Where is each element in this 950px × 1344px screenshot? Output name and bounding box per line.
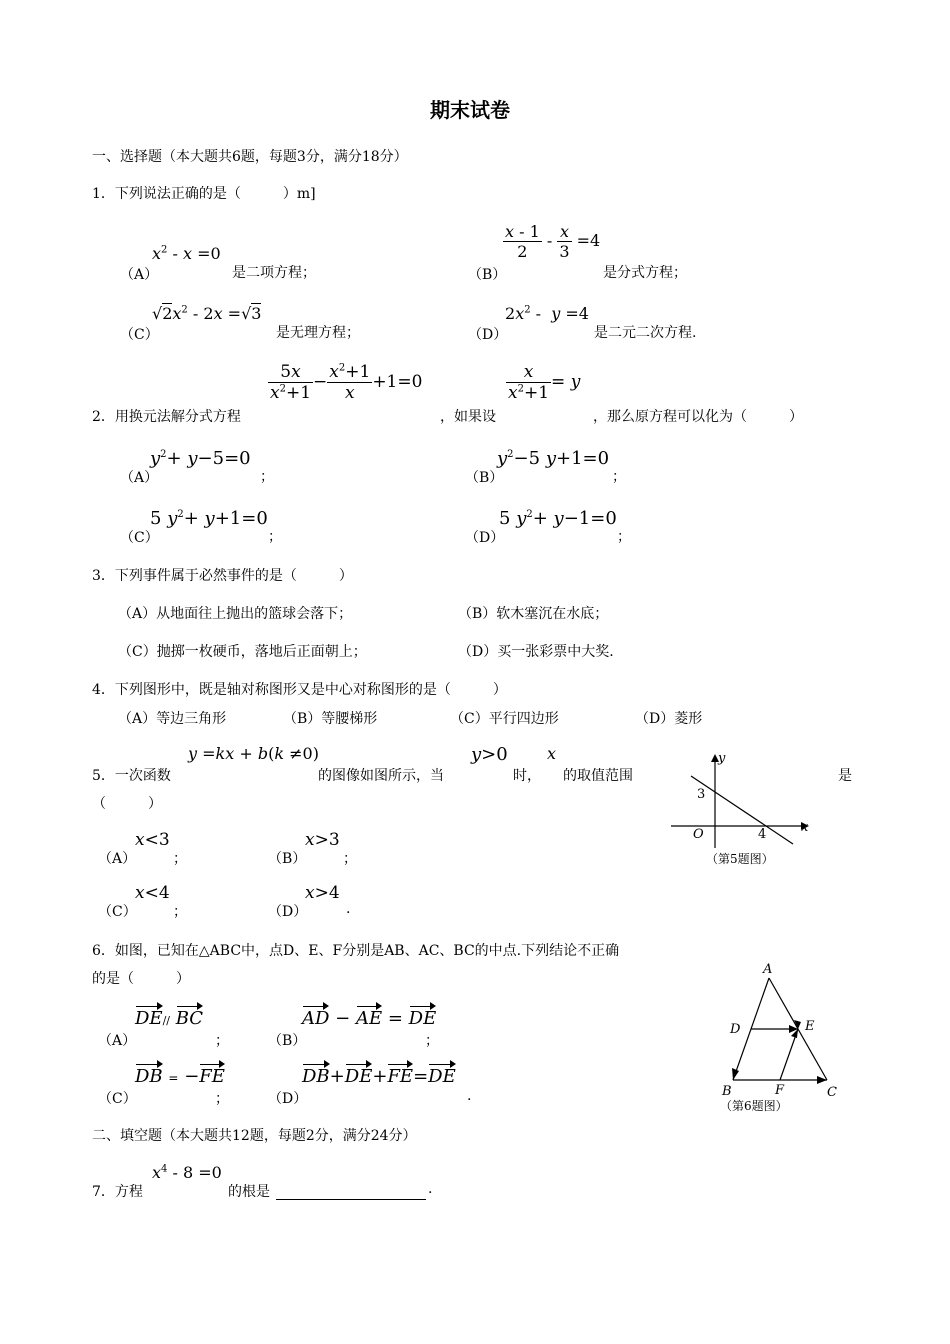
q6-c-label: （C） [98,1091,137,1107]
x-intercept-label: 4 [758,827,767,842]
q5-variable: x [547,744,557,763]
q2-b-tail: ； [612,469,626,485]
q1-d-tail: 是二元二次方程. [594,325,697,341]
q6-a-label: （A） [98,1033,137,1049]
point-d: D [730,1022,741,1037]
vertex-c: C [827,1085,837,1100]
q5-d-formula: x>4 [305,883,340,903]
arrow-db [732,1068,739,1080]
q6-d-formula: DB+DE+FE=DE [302,1066,456,1087]
point-e: E [805,1019,815,1034]
q2-d-formula: 5 $y^2+ y-1=0$ [499,508,617,529]
q2-substitution: $\frac{x}{x^2+1}$ = y [508,362,581,403]
q6-b-formula: AD − AE = DE [302,1008,437,1029]
q5-c-label: （C） [98,904,137,920]
q1-stem: 1．下列说法正确的是（ ）m] [92,186,316,202]
q3-option-c: （C）抛掷一枚硬币，落地后正面朝上； [118,644,367,660]
page-title: 期末试卷 [430,98,510,122]
q1-c-formula: $√2x^2 - 2x =√3$ [152,304,262,323]
q3-option-a: （A）从地面往上抛出的篮球会落下； [118,606,353,622]
q4-option-a: （A）等边三角形 [118,711,227,727]
q6-stem: 6．如图，已知在△ABC中，点D、E、F分别是AB、AC、BC的中点.下列结论不正确 [92,943,620,959]
q2-c-tail: ； [268,529,282,545]
q5-c-tail: ； [173,904,187,920]
q5-d-label: （D） [268,904,308,920]
q7-tail: 的根是 [228,1184,270,1200]
q6-d-label: （D） [268,1091,308,1107]
q5-end2: 是 [838,768,852,784]
q2-d-tail: ； [617,529,631,545]
q6-stem2: 的是（ ） [92,971,190,987]
q3-option-d: （D）买一张彩票中大奖. [458,644,614,660]
vertex-a: A [763,962,773,977]
q2-stem: 2．用换元法解分式方程 [92,409,241,425]
vertex-b: B [722,1084,732,1099]
q1-c-label: （C） [120,327,159,343]
q5-stem: 5．一次函数 [92,768,171,784]
q5-a-tail: ； [173,851,187,867]
q2-c-formula: 5 $y^2+ y+1=0$ [150,508,268,529]
q6-b-tail: ； [425,1033,439,1049]
q5-figure-caption: （第5题图） [706,852,774,866]
q2-c-label: （C） [120,530,159,546]
q7-equation: $x^4 - 8 =0$ [152,1163,222,1182]
q5-b-tail: ； [343,851,357,867]
q5-c-formula: x<4 [135,883,170,903]
q5-mid: 的图像如图所示，当 [318,768,444,784]
q7-stem: 7．方程 [92,1184,143,1200]
q2-mid: ，如果设 [440,409,496,425]
q7-end: . [428,1181,433,1197]
q4-option-d: （D）菱形 [635,711,703,727]
q4-stem: 4．下列图形中，既是轴对称图形又是中心对称图形的是（ ） [92,682,507,698]
q5-end: 的取值范围 [563,768,633,784]
q2-b-formula: $y^2-5$ y+1=0 [497,448,610,469]
q5-a-label: （A） [98,851,137,867]
q1-b-formula: $\frac{x - 1}{2}$ - $\frac{x}{3}$ =4 [505,222,601,261]
q5-d-tail: . [346,901,351,917]
q6-b-label: （B） [268,1033,307,1049]
q1-c-tail: 是无理方程； [276,325,360,341]
q5-a-formula: x<3 [135,830,170,850]
q2-equation: $\frac{5x}{x^2+1}$ − $\frac{x^2+1}{x}$ +1=0 [270,362,423,403]
q6-d-tail: . [467,1088,472,1104]
point-f: F [775,1083,785,1098]
q1-d-formula: $2x^2 - y =4$ [505,304,589,323]
q3-stem: 3．下列事件属于必然事件的是（ ） [92,568,353,584]
q6-c-tail: ； [215,1091,229,1107]
q6-triangle-figure [715,960,845,1100]
section-heading-choice: 一、选择题（本大题共6题，每题3分，满分18分） [92,149,408,165]
q5-function: y =kx + b(k ≠0) [188,744,319,763]
q7-answer-blank[interactable] [276,1181,426,1200]
q6-a-formula: DE// BC [135,1008,204,1029]
q2-a-formula: $y^2+ y-5=0$ [150,448,251,469]
q2-b-label: （B） [465,470,504,486]
y-label: y [718,751,726,766]
q1-b-tail: 是分式方程； [603,265,687,281]
q6-c-formula: DB = −FE [135,1066,225,1087]
q1-b-label: （B） [468,267,507,283]
q5-condition: y>0 [471,744,508,765]
q6-a-tail: ； [215,1033,229,1049]
x-label: x [801,820,809,835]
q2-end: ，那么原方程可以化为（ ） [593,409,803,425]
origin-label: O [693,827,704,842]
q3-option-b: （B）软木塞沉在水底； [458,606,609,622]
q5-b-label: （B） [268,851,307,867]
q1-a-label: （A） [120,267,159,283]
q5-paren: （ ） [92,796,162,812]
q2-a-label: （A） [120,470,159,486]
section-heading-fill: 二、填空题（本大题共12题，每题2分，满分24分） [92,1128,417,1144]
q5-mid2: 时， [513,768,541,784]
q4-option-b: （B）等腰梯形 [283,711,378,727]
q6-figure-caption: （第6题图） [720,1099,788,1113]
q2-d-label: （D） [465,530,505,546]
q4-option-c: （C）平行四边形 [450,711,559,727]
q5-b-formula: x>3 [305,830,340,850]
y-intercept-label: 3 [697,787,706,802]
q1-a-formula: $x^2 - x =0$ [152,244,221,263]
q1-d-label: （D） [468,327,508,343]
q2-a-tail: ； [260,469,274,485]
function-line [691,776,793,844]
q1-a-tail: 是二项方程； [232,265,316,281]
